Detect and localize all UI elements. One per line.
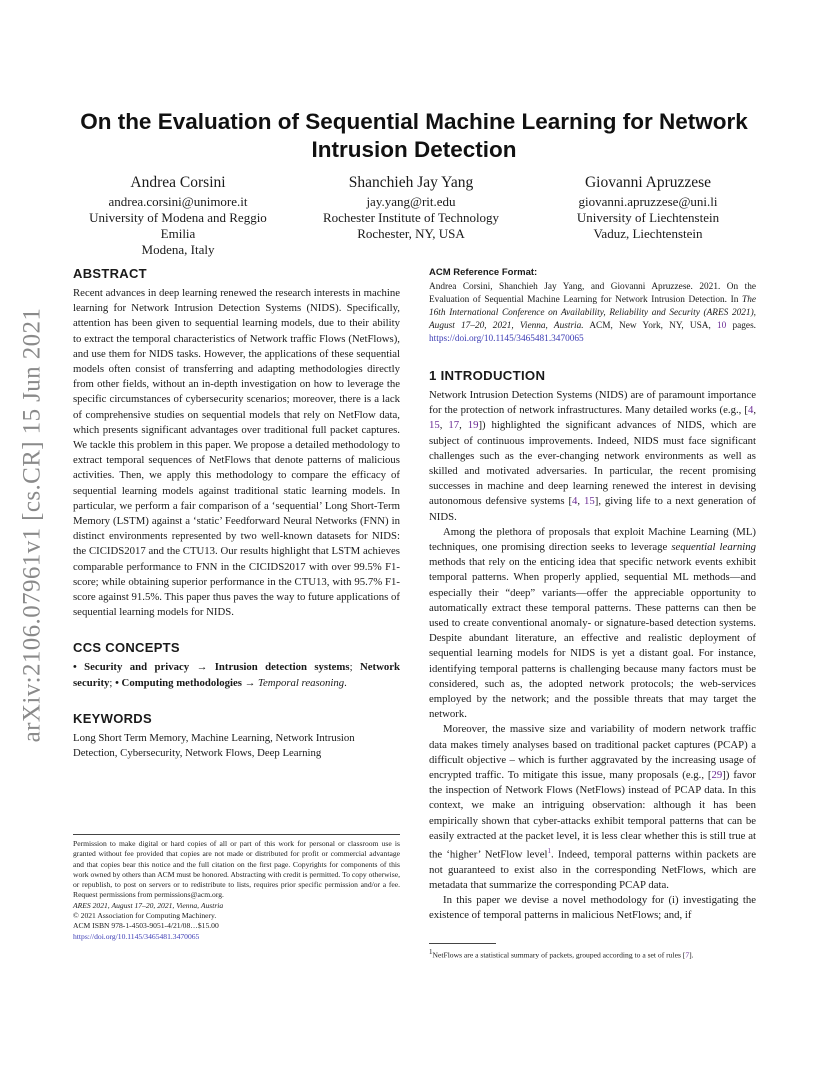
citation-link[interactable]: 15 bbox=[584, 495, 595, 508]
right-column bbox=[429, 266, 756, 924]
acm-reference-section bbox=[429, 266, 756, 346]
footnote: $^1$NetFlows are a statistical summary of packets, grouped according to a set of rules [7]. bbox=[429, 948, 694, 960]
abstract-text: Recent advances in deep learning renewed the research interests in machine learning for Network Intrusion Detection Systems (NIDS). Specifically, attention has been given to sequential learning models, due to their ability to extract the temporal characteristics of Network traffic Flows (NetFlows), and use them for NIDS tasks. However, the applications of these sequential models often consist of transferring and adapting methodologies directly from other fields, without an in-depth investigation on how to leverage the specific circumstances of cybersecurity scenarios; moreover, there is a lack of comprehensive studies on sequential models that rely on NetFlow data, which presents significant advantages over traditional full packet captures. We tackle this problem in this paper. We propose a detailed methodology to extract temporal sequences of NetFlows that denote patterns of malicious activities. Then, we apply this methodology to compare the efficacy of sequential learning models against traditional static learning models. In particular, we perform a fair comparison of a ‘sequential’ Long Short-Term Memory (LSTM) against a ‘static’ Feedforward Neural Networks (FNN) in distinct environments represented by two well-known datasets for NIDS: the CICIDS2017 and the CTU13. Our results highlight that LSTM achieves comparable performance to FNN in the CICIDS2017 with over 99.5% F1-score; while obtaining superior performance in the CTU13, with 95.7% F1-score against 91.5%. This paper thus paves the way to future applications of sequential learning models for NIDS. bbox=[73, 287, 400, 619]
ccs-concepts-section bbox=[73, 640, 400, 690]
isbn-line: ACM ISBN 978-1-4503-9051-4/21/08…$15.00 bbox=[73, 921, 219, 931]
acm-reference-heading: ACM Reference Format: bbox=[429, 267, 538, 278]
author-email: giovanni.apruzzese@uni.li bbox=[578, 194, 718, 209]
author-email: jay.yang@rit.edu bbox=[366, 194, 456, 209]
abstract-section bbox=[73, 266, 400, 620]
acm-doi-link[interactable]: https://doi.org/10.1145/3465481.3470065 bbox=[429, 334, 584, 344]
author-name: Shanchieh Jay Yang bbox=[348, 174, 474, 191]
keywords-text: Long Short Term Memory, Machine Learning, Network Intrusion Detection, Cybersecurity, Network Flows, Deep Learning bbox=[73, 731, 355, 760]
intro-paragraph-1: Network Intrusion Detection Systems (NIDS) are of paramount importance for the protection of network infrastructures. Many detailed works (e.g., [4, 15, 17, 19]) highlighted the significant advances of NIDS, which are subject of continuous improvements. Indeed, NIDS must face significant challenges such as the ever-changing network environments as well as skilled and motivated adversaries. In particular, the recent promising successes in machine and deep learning renewed the interest in devising autonomous defensive systems [4, 15], giving life to a next generation of NIDS. bbox=[429, 389, 757, 523]
citation-link[interactable]: 17 bbox=[448, 419, 460, 432]
author-name: Andrea Corsini bbox=[130, 174, 226, 191]
author-affiliation: Emilia bbox=[160, 226, 196, 241]
author-1 bbox=[78, 172, 278, 258]
author-location: Modena, Italy bbox=[141, 242, 215, 257]
title-line-2: Intrusion Detection bbox=[311, 137, 517, 162]
author-block bbox=[78, 172, 748, 262]
venue-line: ARES 2021, August 17–20, 2021, Vienna, Austria bbox=[73, 900, 224, 910]
arxiv-stamp bbox=[8, 290, 56, 760]
introduction-section bbox=[429, 368, 756, 924]
author-affiliation: University of Liechtenstein bbox=[576, 210, 720, 225]
doi-link[interactable]: https://doi.org/10.1145/3465481.3470065 bbox=[73, 931, 200, 941]
paper-title bbox=[60, 108, 768, 164]
left-column bbox=[73, 266, 400, 761]
citation-link[interactable]: 4 bbox=[747, 404, 754, 417]
author-email: andrea.corsini@unimore.it bbox=[108, 194, 248, 209]
author-affiliation: University of Modena and Reggio bbox=[89, 210, 267, 225]
citation-link[interactable]: 15 bbox=[429, 419, 440, 432]
abstract-heading: ABSTRACT bbox=[73, 266, 147, 281]
footnote-marker[interactable]: 1 bbox=[547, 847, 552, 856]
author-location: Vaduz, Liechtenstein bbox=[593, 226, 703, 241]
citation-link[interactable]: 7 bbox=[685, 950, 690, 960]
acm-reference-text: Andrea Corsini, Shanchieh Jay Yang, and Giovanni Apruzzese. 2021. On the Evaluation of Sequential Machine Learning for Network Intrusion Detection. In The 16th International Conference on Availability, Reliability and Security (ARES 2021), August 17–20, 2021, Vienna, Austria. ACM, New York, NY, USA, 10 pages. https://doi.org/10.1145/3465481.3470065 bbox=[429, 282, 757, 344]
keywords-heading: KEYWORDS bbox=[73, 710, 152, 726]
citation-link[interactable]: 4 bbox=[572, 495, 578, 508]
author-name: Giovanni Apruzzese bbox=[584, 174, 712, 191]
keywords-section bbox=[73, 711, 400, 761]
footnote-rule bbox=[429, 943, 496, 944]
author-affiliation: Rochester Institute of Technology bbox=[322, 210, 500, 225]
intro-paragraph-4: In this paper we devise a novel methodology for (i) investigating the existence of temporal patterns in malicious NetFlows; and, if bbox=[429, 894, 756, 922]
ccs-text: • Security and privacy → Intrusion detection systems; Network security; • Computing methodologies → Temporal reasoning. bbox=[73, 661, 400, 689]
title-line-1: On the Evaluation of Sequential Machine Learning for Network bbox=[80, 109, 748, 134]
permission-text: Permission to make digital or hard copies of all or part of this work for personal or classroom use is granted without fee provided that copies are not made or distributed for profit or commercial advantage and that copies bear this notice and the full citation on the first page. Copyrights for components of this work owned by others than ACM must be honored. Abstracting with credit is permitted. To copy otherwise, or republish, to post on servers or to redistribute to lists, requires prior specific permission and/or a fee. Request permissions from permissions@acm.org. bbox=[73, 839, 400, 900]
author-location: Rochester, NY, USA bbox=[357, 226, 465, 241]
pages-link[interactable]: 10 bbox=[717, 321, 727, 331]
intro-paragraph-2: Among the plethora of proposals that exploit Machine Learning (ML) techniques, one promising direction seeks to leverage sequential learning methods that rely on the enticing idea that specific network events exhibit temporal patterns. When properly applied, sequential ML methods—and especially their “deep” variants—offer the appreciable opportunity to automatically extract these temporal patterns. These patterns can then be used to create conventional anomaly- or signature-based detection systems. Despite abundant literature, an effective and realistic deployment of sequential learning models for NIDS is yet a distant goal. For instance, identifying temporal patterns is challenging because many factors must be considered, such as, the adopted network protocols; the web-services employed by the network; and the possible threats that may target the network. bbox=[429, 525, 756, 721]
copyright-line: © 2021 Association for Computing Machinery. bbox=[73, 911, 217, 921]
intro-paragraph-3: Moreover, the massive size and variability of modern network traffic data makes timely analyses based on traditional packet captures (PCAP) a difficult objective – which is further aggravated by the increasing usage of encrypted traffic. To mitigate this issue, many proposals (e.g., [29]) favor the inspection of Network Flows (NetFlows) instead of PCAP data. In this context, we make an intriguing observation: although it has been empirically shown that cyber-attacks exhibit temporal patterns that can be easily extracted at the packet level, it is less clear whether this is still true at the ‘higher’ NetFlow level$^1$. Indeed, temporal patterns within packets are not guaranteed to exist also in the corresponding NetFlows, which are metadata that summarize the corresponding PCAP data. bbox=[429, 723, 757, 892]
introduction-heading: 1 INTRODUCTION bbox=[429, 368, 546, 383]
author-2 bbox=[311, 172, 511, 242]
permission-notice bbox=[73, 834, 400, 942]
ccs-heading: CCS CONCEPTS bbox=[73, 640, 180, 656]
citation-link[interactable]: 29 bbox=[711, 769, 723, 782]
citation-link[interactable]: 19 bbox=[467, 419, 479, 432]
arxiv-stamp-text: arXiv:2106.07961v1 [cs.CR] 15 Jun 2021 bbox=[18, 307, 45, 743]
author-3 bbox=[548, 172, 748, 242]
